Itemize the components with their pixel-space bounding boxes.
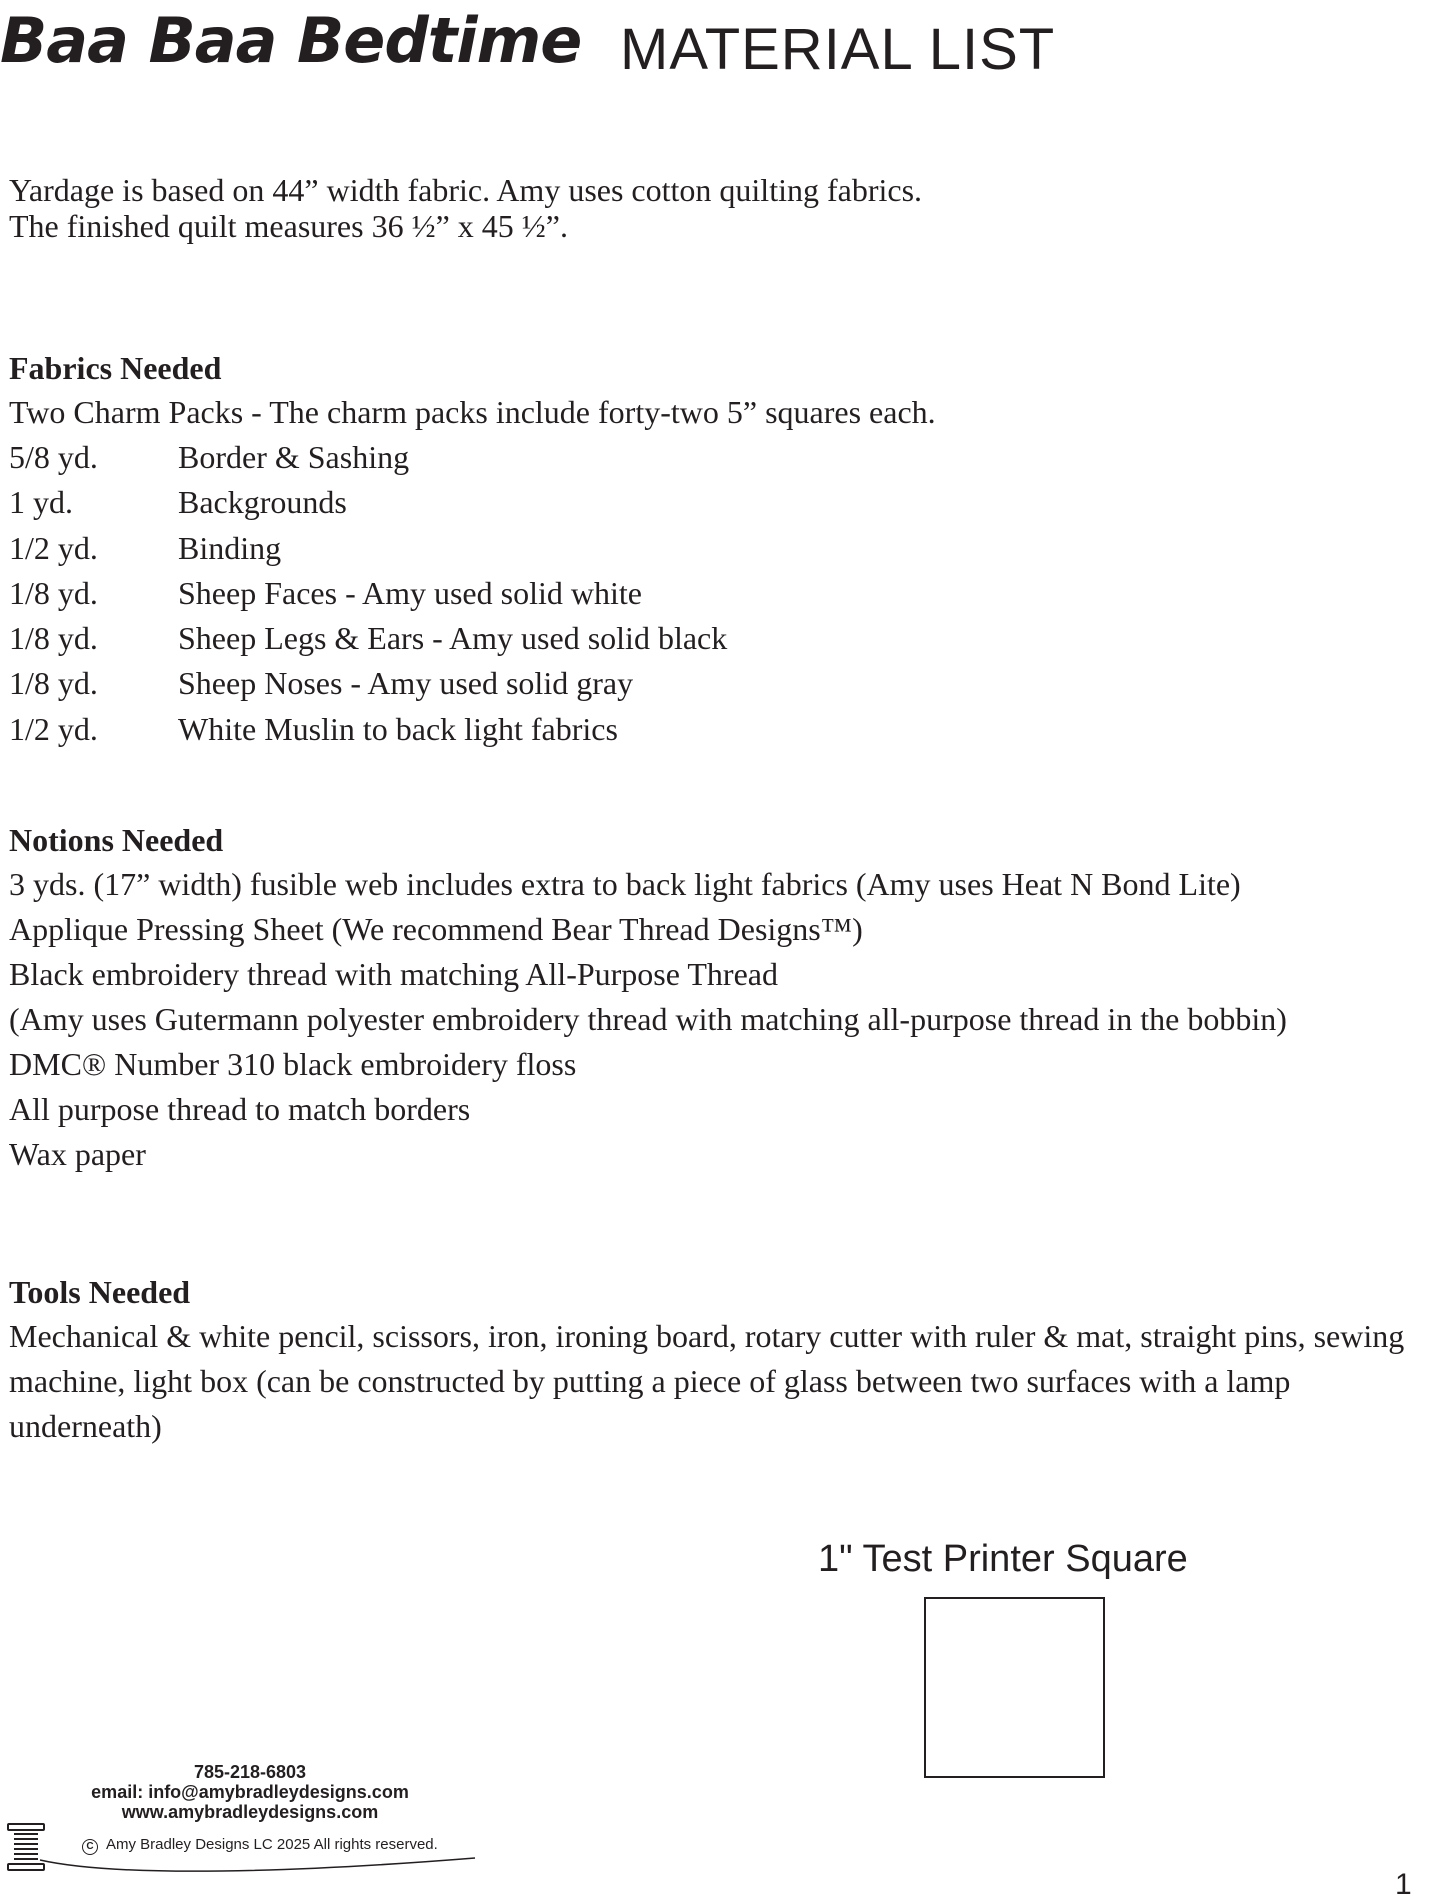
footer-phone: 785-218-6803 (193, 1762, 307, 1782)
fabric-row (9, 707, 936, 752)
notion-item: DMC® Number 310 black embroidery floss (9, 1046, 577, 1082)
intro-paragraph (9, 172, 922, 244)
fabric-row (9, 571, 936, 616)
test-square-label: 1" Test Printer Square (818, 1538, 1188, 1580)
fabric-row (9, 480, 936, 525)
intro-line: Yardage is based on 44” width fabric. Amy uses cotton quilting fabrics. (9, 172, 923, 208)
charm-packs-line: Two Charm Packs - The charm packs include forty-two 5” squares each. (9, 394, 936, 430)
document-title: MATERIAL LIST (620, 17, 1056, 82)
footer-website: www.amybradleydesigns.com (121, 1802, 379, 1822)
test-printer-square (924, 1597, 1105, 1778)
fabrics-section (9, 346, 936, 752)
fabric-desc: Binding (178, 529, 282, 566)
fabric-desc: Sheep Noses - Amy used solid gray (178, 665, 634, 702)
notion-item: 3 yds. (17” width) fusible web includes extra to back light fabrics (Amy uses Heat N Bond Lite) (9, 866, 1241, 902)
copyright-symbol-icon: C (82, 1839, 98, 1855)
fabric-qty: 1/8 yd. (9, 665, 98, 702)
intro-line: The finished quilt measures 36 ½” x 45 ½”. (9, 208, 568, 244)
notion-item: (Amy uses Gutermann polyester embroidery thread with matching all-purpose thread in the bobbin) (9, 1001, 1287, 1037)
fabric-qty: 1/2 yd. (9, 529, 98, 566)
fabric-row (9, 435, 936, 480)
fabric-desc: Border & Sashing (178, 439, 410, 475)
page-header (0, 0, 1300, 80)
tools-text: Mechanical & white pencil, scissors, iron, ironing board, rotary cutter with ruler & mat, straight pins, sewing machine, light box (can be constructed by putting a piece of glass between two surfaces with a lamp underneath) (9, 1318, 1405, 1444)
footer-email: email: info@amybradleydesigns.com (91, 1782, 409, 1802)
footer-contact (50, 1762, 450, 1822)
tools-section (9, 1270, 1445, 1449)
page-number: 1 (1395, 1868, 1412, 1901)
fabric-qty: 1/8 yd. (9, 620, 98, 657)
brand-title: Baa Baa Bedtime (0, 4, 582, 77)
notion-item: Wax paper (9, 1136, 146, 1172)
notions-section (9, 818, 1287, 1177)
fabric-desc: Sheep Legs & Ears - Amy used solid black (178, 620, 728, 657)
fabric-desc: White Muslin to back light fabrics (178, 710, 618, 747)
fabric-row (9, 661, 936, 706)
fabric-row (9, 526, 936, 571)
tools-heading: Tools Needed (9, 1274, 191, 1310)
fabric-qty: 1/2 yd. (9, 710, 98, 747)
notion-item: All purpose thread to match borders (9, 1091, 471, 1127)
fabrics-heading: Fabrics Needed (9, 350, 222, 386)
notions-heading: Notions Needed (9, 822, 224, 858)
fabric-row (9, 616, 936, 661)
fabric-qty: 1 yd. (9, 484, 73, 521)
fabric-desc: Backgrounds (178, 484, 347, 521)
fabric-qty: 5/8 yd. (9, 439, 98, 475)
copyright-text: Amy Bradley Designs LC 2025 All rights reserved. (106, 1836, 438, 1853)
notion-item: Applique Pressing Sheet (We recommend Bear Thread Designs™) (9, 911, 863, 947)
fabric-desc: Sheep Faces - Amy used solid white (178, 574, 642, 611)
fabric-qty: 1/8 yd. (9, 574, 98, 611)
copyright-notice (82, 1836, 438, 1855)
notion-item: Black embroidery thread with matching All-Purpose Thread (9, 956, 778, 992)
